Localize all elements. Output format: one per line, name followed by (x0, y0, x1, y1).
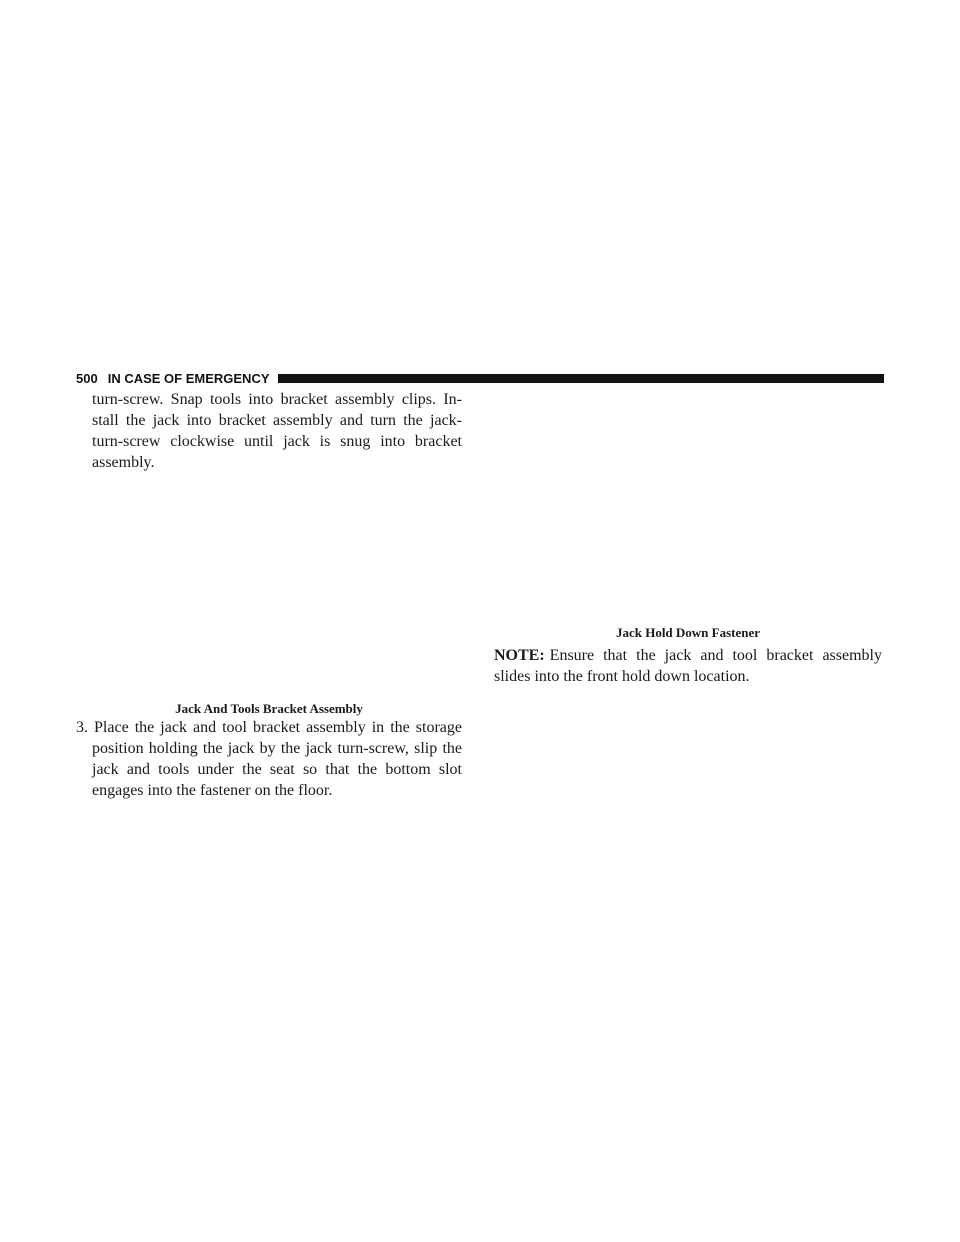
note-line: slides into the front hold down location. (494, 668, 750, 685)
figure-caption-bracket-assembly: Jack And Tools Bracket Assembly (175, 701, 363, 716)
step-3-paragraph (76, 717, 462, 801)
intro-line: stall the jack into bracket assembly and turn the jack- (92, 412, 462, 429)
header-rule (278, 374, 885, 383)
intro-line: assembly. (92, 454, 155, 471)
figure-jack-and-tools-bracket (76, 480, 462, 695)
step-line: engages into the fastener on the floor. (92, 782, 333, 799)
step-line: 3. Place the jack and tool bracket assembly in the storage (76, 719, 462, 736)
step-line: jack and tools under the seat so that the bottom slot (92, 761, 462, 778)
page-number: 500 (76, 370, 98, 386)
intro-paragraph (92, 389, 462, 473)
note-text: Ensure that the jack and tool bracket assembly (549, 647, 882, 664)
figure-caption-hold-down-fastener: Jack Hold Down Fastener (615, 625, 761, 640)
section-title: IN CASE OF EMERGENCY (107, 370, 270, 386)
intro-line: turn-screw clockwise until jack is snug into bracket (92, 433, 462, 450)
note-paragraph (494, 645, 882, 687)
note-label: NOTE: (494, 647, 545, 664)
note-line (494, 645, 882, 666)
step-line: position holding the jack by the jack turn-screw, slip the (92, 740, 462, 757)
intro-line: turn-screw. Snap tools into bracket assembly clips. In- (92, 391, 462, 408)
figure-jack-hold-down-fastener (494, 392, 882, 620)
page-header (76, 369, 884, 387)
